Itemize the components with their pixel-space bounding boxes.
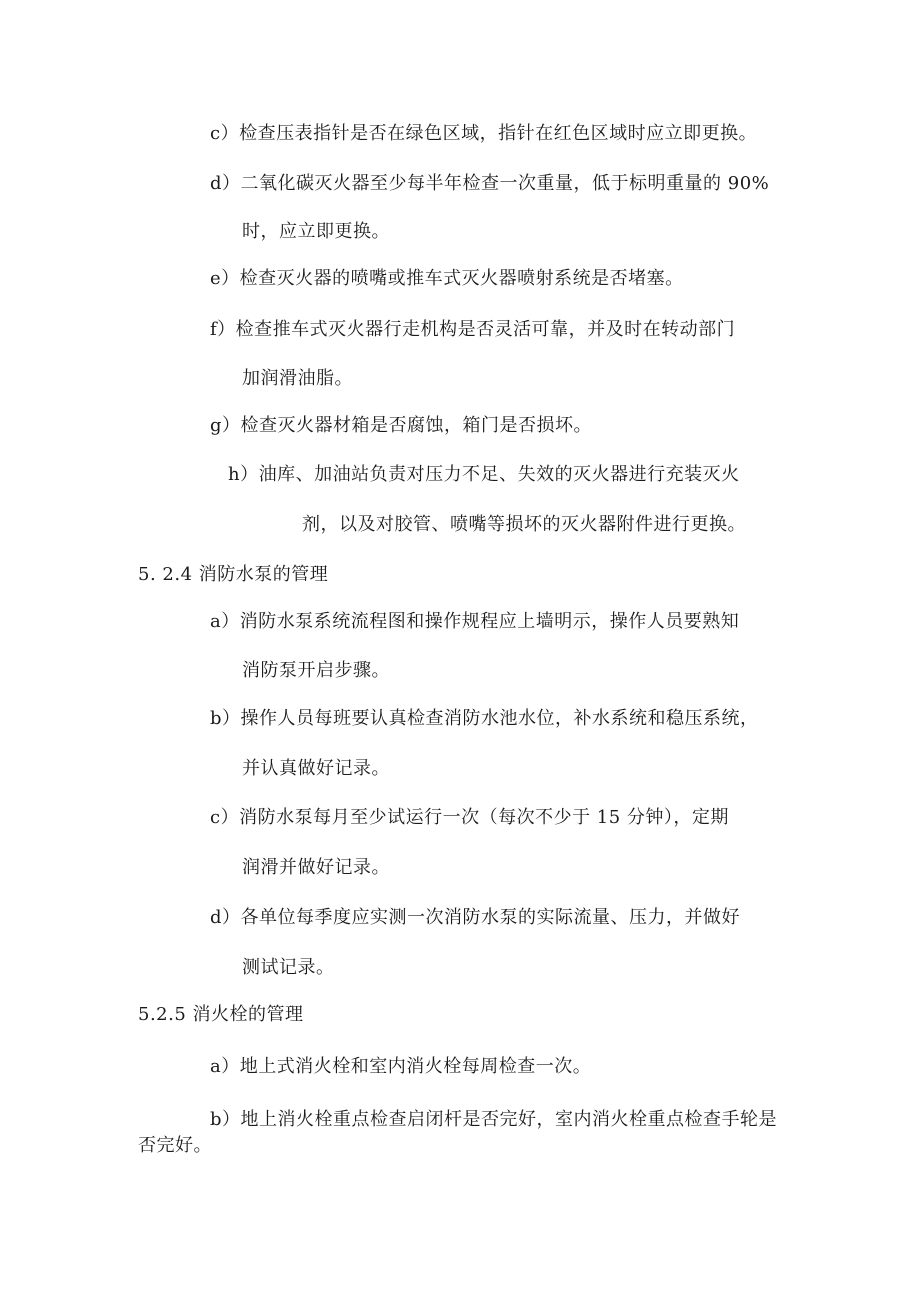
- paragraph-c-test-run-line2: 润滑并做好记录。: [242, 857, 390, 878]
- paragraph-b-operator-line1: b）操作人员每班要认真检查消防水池水位，补水系统和稳压系统，: [210, 708, 759, 729]
- section-heading-5-2-4: 5. 2.4 消防水泵的管理: [138, 564, 329, 585]
- section-heading-5-2-5: 5.2.5 消火栓的管理: [138, 1004, 304, 1025]
- paragraph-h-refill-line2: 剂，以及对胶管、喷嘴等损坏的灭火器附件进行更换。: [302, 514, 746, 535]
- paragraph-e-nozzle: e）检查灭火器的喷嘴或推车式灭火器喷射系统是否堵塞。: [210, 268, 684, 289]
- paragraph-d-co2-line2: 时，应立即更换。: [242, 221, 390, 242]
- paragraph-a-pump-line2: 消防泵开启步骤。: [242, 660, 390, 681]
- paragraph-a-hydrant-weekly: a）地上式消火栓和室内消火栓每周检查一次。: [210, 1056, 592, 1077]
- paragraph-b-operator-line2: 并认真做好记录。: [242, 758, 390, 779]
- paragraph-g-cabinet: g）检查灭火器材箱是否腐蚀，箱门是否损坏。: [210, 415, 593, 436]
- paragraph-d-flow-line1: d）各单位每季度应实测一次消防水泵的实际流量、压力，并做好: [210, 907, 741, 928]
- paragraph-d-co2-line1: d）二氧化碳灭火器至少每半年检查一次重量，低于标明重量的 90%: [210, 173, 770, 194]
- paragraph-c-test-run-line1: c）消防水泵每月至少试运行一次（每次不少于 15 分钟），定期: [210, 807, 729, 828]
- paragraph-b-hydrant-check: b）地上消火栓重点检查启闭杆是否完好，室内消火栓重点检查手轮是否完好。: [138, 1109, 778, 1156]
- paragraph-f-cart-line1: f）检查推车式灭火器行走机构是否灵活可靠，并及时在转动部门: [210, 319, 736, 340]
- paragraph-d-flow-line2: 测试记录。: [242, 957, 335, 978]
- paragraph-f-cart-line2: 加润滑油脂。: [242, 368, 353, 389]
- paragraph-c-pressure-gauge: c）检查压表指针是否在绿色区域，指针在红色区域时应立即更换。: [210, 123, 758, 144]
- paragraph-h-refill-line1: h）油库、加油站负责对压力不足、失效的灭火器进行充装灭火: [228, 464, 740, 485]
- paragraph-a-pump-line1: a）消防水泵系统流程图和操作规程应上墙明示，操作人员要熟知: [210, 611, 740, 632]
